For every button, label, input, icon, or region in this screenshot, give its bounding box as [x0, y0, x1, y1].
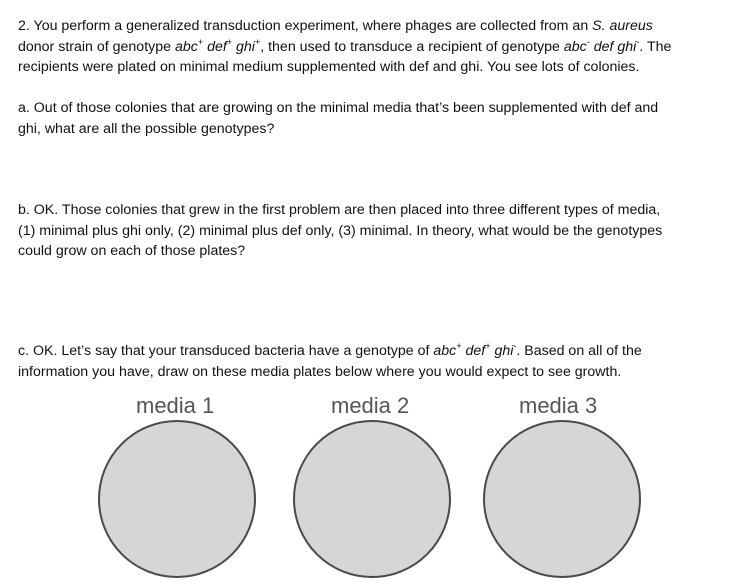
part-c-text: c. OK. Let’s say that your transduced bacteria have a genotype of abc+ def+ ghi-. Based on all of the information you have, draw on these media plates below where you would expect to see growth.	[18, 341, 642, 380]
transduced-genotype: abc+ def+ ghi-	[433, 341, 517, 359]
media-2-plate[interactable]	[293, 420, 451, 578]
species-name: S. aureus	[592, 18, 653, 34]
part-b-text: b. OK. Those colonies that grew in the first problem are then placed into three different types of media, (1) minimal plus ghi only, (2) minimal plus def only, (3) minimal. In theory, what would be the genotypes could grow on each of those plates?	[18, 202, 663, 259]
question-2-text: 2. You perform a generalized transduction experiment, where phages are collected from an S. aureus donor strain of genotype abc+ def+ ghi+, then used to transduce a recipient of genotype abc- def ghi-. The recipients were plated on minimal medium supplemented with def and ghi. You see lots of colonies.	[18, 18, 672, 75]
media-2-label: media 2	[331, 393, 410, 418]
donor-genotype: abc+ def+ ghi+	[174, 36, 261, 55]
part-a-text: a. Out of those colonies that are growing on the minimal media that’s been supplemented with def and ghi, what are all the possible genotypes?	[18, 100, 659, 137]
question-number: 2.	[18, 18, 30, 34]
recipient-genotype: abc- def ghi-	[563, 36, 640, 55]
media-1-label: media 1	[136, 393, 215, 418]
media-3-label: media 3	[519, 393, 598, 418]
media-1-plate[interactable]	[98, 420, 256, 578]
media-3-plate[interactable]	[483, 420, 641, 578]
